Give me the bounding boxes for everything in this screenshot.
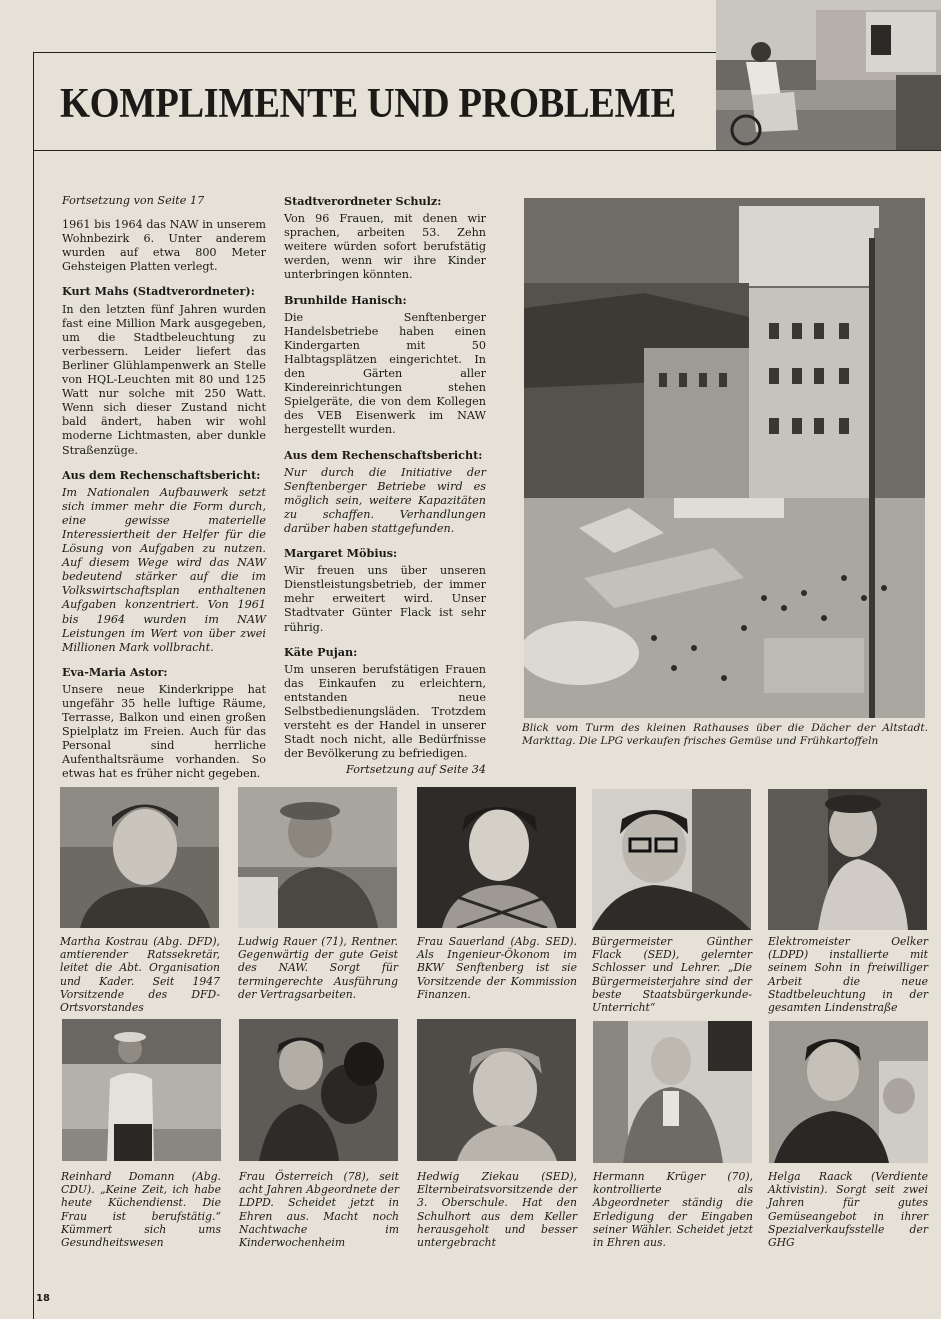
portrait-caption: Hedwig Ziekau (SED), Elternbeiratsvorsitzende der 3. Oberschule. Hat den Schulhort aus dem Keller herausgeholt und besser untergebracht xyxy=(417,1170,577,1250)
paragraph: Nur durch die Initiative der Senftenberger Betriebe wird es möglich sein, weitere Kapazitäten zu schaffen. Verhandlungen darüber haben stattgefunden. xyxy=(284,465,486,535)
portrait-photo xyxy=(60,787,219,928)
portrait-caption: Martha Kostrau (Abg. DFD), amtierender Ratssekretär, leitet die Abt. Organisation und Kader. Seit 1947 Vorsitzende des DFD-Ortsvorstandes xyxy=(60,935,220,1015)
portrait-caption: Frau Österreich (78), seit acht Jahren Abgeordnete der LDPD. Scheidet jetzt in Ehren aus. Macht noch Nachtwache im Kinderwochenheim xyxy=(239,1170,399,1250)
portrait-photo xyxy=(768,789,927,930)
portrait-photo xyxy=(62,1019,221,1161)
paragraph: Von 96 Frauen, mit denen wir sprachen, arbeiten 53. Zehn weitere würden sofort berufstätig werden, wenn wir ihre Kinder unterbringen könnten. xyxy=(284,212,486,282)
continued-from: Fortsetzung von Seite 17 xyxy=(62,194,205,207)
portrait-photo xyxy=(769,1021,928,1163)
paragraph: In den letzten fünf Jahren wurden fast eine Million Mark ausgegeben, um die Stadtbeleuchtung zu verbessern. Leider liefert das Berliner Glühlampenwerk an Stelle von HQL-Leuchten mit 80 und 125 Watt nur solche mit 250 Watt. Wenn sich dieser Zustand nicht bald ändert, haben wir wohl moderne Lichtmasten, aber dunkle Straßenzüge. xyxy=(62,302,266,457)
speaker-heading: Brunhilde Hanisch: xyxy=(284,292,407,307)
portrait-caption: Helga Raack (Verdiente Aktivistin). Sorgt seit zwei Jahren für gutes Gemüseangebot in ihrer Spezialverkaufsstelle der GHG xyxy=(768,1170,928,1250)
text-column-left xyxy=(62,194,266,792)
speaker-heading: Eva-Maria Astor: xyxy=(62,664,168,679)
portrait-caption: Reinhard Domann (Abg. CDU). „Keine Zeit, ich habe heute Küchendienst. Die Frau ist berufstätig.“ Kümmert sich ums Gesundheitswesen xyxy=(61,1170,221,1250)
portrait-caption: Frau Sauerland (Abg. SED). Als Ingenieur-Ökonom im BKW Senftenberg ist sie Vorsitzende der Kommission Finanzen. xyxy=(417,935,577,1001)
speaker-heading: Aus dem Rechenschaftsbericht: xyxy=(62,467,261,482)
bicycle-photo xyxy=(716,0,941,150)
speaker-heading: Margaret Möbius: xyxy=(284,546,398,561)
main-photo-caption: Blick vom Turm des kleinen Rathauses über die Dächer der Altstadt. Markttag. Die LPG verkaufen frisches Gemüse und Frühkartoffeln xyxy=(522,722,928,748)
market-square-photo xyxy=(524,198,925,718)
page-number: 18 xyxy=(36,1293,50,1304)
paragraph: 1961 bis 1964 das NAW in unserem Wohnbezirk 6. Unter anderem wurden auf etwa 800 Meter Gehsteigen Platten verlegt. xyxy=(62,218,266,274)
headline-rule xyxy=(33,150,941,151)
portrait-photo xyxy=(593,1021,752,1163)
speaker-heading: Stadtverordneter Schulz: xyxy=(284,194,442,208)
portrait-caption: Bürgermeister Günther Flack (SED), gelernter Schlosser und Lehrer. „Die Bürgermeisterjahre sind der beste Staatsbürgerkunde-Unterricht“ xyxy=(592,935,752,1015)
paragraph: Wir freuen uns über unseren Dienstleistungsbetrieb, der immer mehr erweitert wird. Unser Stadtvater Günter Flack ist sehr rührig. xyxy=(284,564,486,634)
text-column-middle xyxy=(284,194,486,777)
portrait-photo xyxy=(417,787,576,928)
speaker-heading: Kurt Mahs (Stadtverordneter): xyxy=(62,284,255,299)
portrait-photo xyxy=(238,787,397,928)
paragraph: Unsere neue Kinderkrippe hat ungefähr 35 helle luftige Räume, Terrasse, Balkon und einen großen Spielplatz im Freien. Auch für das Personal sind herrliche Aufenthaltsräume vorhanden. So etwas hat es früher nicht gegeben. xyxy=(62,682,266,781)
portrait-caption: Elektromeister Oelker (LDPD) installierte mit seinem Sohn in freiwilliger Arbeit die neue Stadtbeleuchtung in der gesamten Lindenstraße xyxy=(768,935,928,1015)
portrait-caption: Ludwig Rauer (71), Rentner. Gegenwärtig der gute Geist des NAW. Sorgt für termingerechte Ausführung der Vertragsarbeiten. xyxy=(238,935,398,1001)
portrait-photo xyxy=(239,1019,398,1161)
paragraph: Um unseren berufstätigen Frauen das Einkaufen zu erleichtern, entstanden neue Selbstbedienungsläden. Trotzdem versteht es der Handel in unserer Stadt noch nicht, alle Bedürfnisse der Bevölkerung zu befriedigen. xyxy=(284,662,486,761)
speaker-heading: Käte Pujan: xyxy=(284,644,358,659)
headline: KOMPLIMENTE UND PROBLEME xyxy=(60,81,676,127)
continued-on: Fortsetzung auf Seite 34 xyxy=(346,763,486,777)
speaker-heading: Aus dem Rechenschaftsbericht: xyxy=(284,447,483,462)
portrait-photo xyxy=(592,789,751,930)
paragraph: Im Nationalen Aufbauwerk setzt sich immer mehr die Form durch, eine gewisse materielle Interessiertheit der Helfer für die Lösung von Aufgaben zu nutzen. Auf diesem Wege wird das NAW bedeutend stärker auf die im Volkswirtschaftsplan enthaltenen Aufgaben konzentriert. Von 1961 bis 1964 wurden im NAW Leistungen im Wert von über zwei Millionen Mark vollbracht. xyxy=(62,485,266,654)
portrait-photo xyxy=(417,1019,576,1161)
portrait-caption: Hermann Krüger (70), kontrollierte als Abgeordneter ständig die Erledigung der Eingaben seiner Wähler. Scheidet jetzt in Ehren aus. xyxy=(593,1170,753,1250)
paragraph: Die Senftenberger Handelsbetriebe haben einen Kindergarten mit 50 Halbtagsplätzen eingerichtet. In den Gärten aller Kindereinrichtungen stehen Spielgeräte, die von dem Kollegen des VEB Eisenwerk im NAW hergestellt wurden. xyxy=(284,310,486,437)
